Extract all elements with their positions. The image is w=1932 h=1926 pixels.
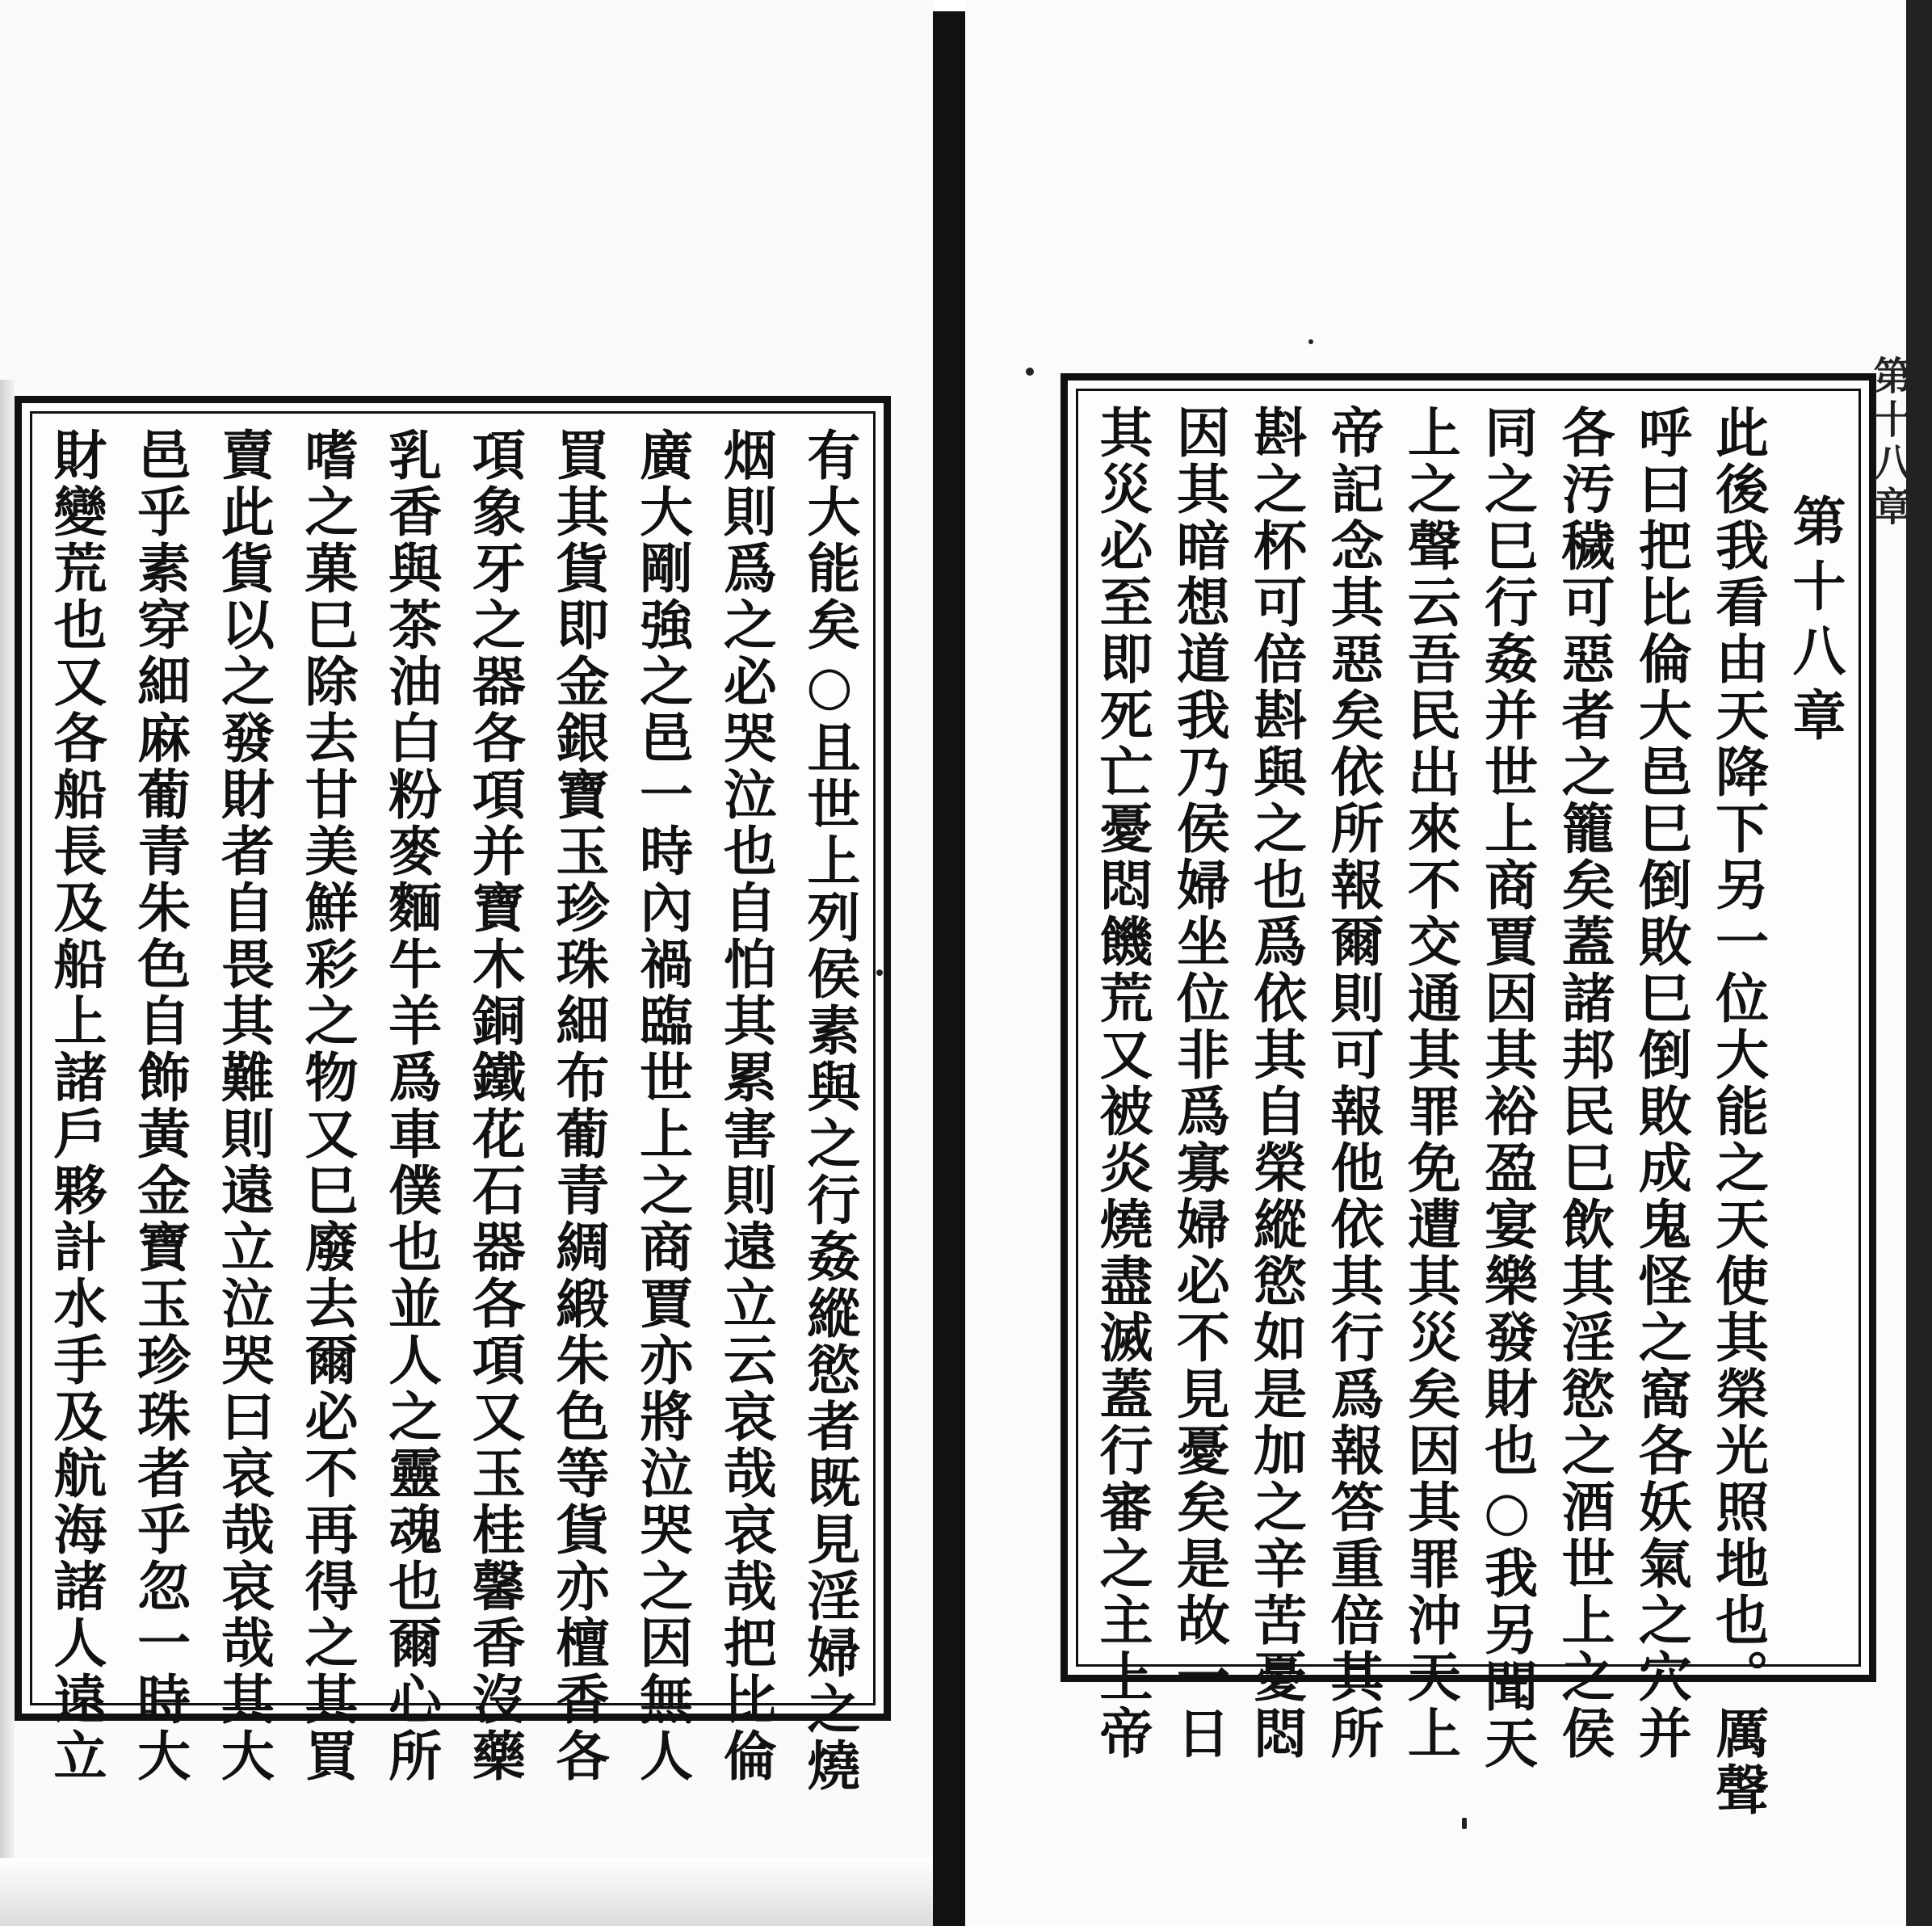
right-text-block	[1060, 373, 1876, 1819]
text-column: 各汚穢可惡者之籠矣蓋諸邦民巳飲其淫慾之酒世上之侯	[1552, 405, 1615, 1762]
text-column: 邑乎素穿細麻葡青朱色自飾黃金寶玉珍珠者乎忽一時大	[128, 427, 191, 1785]
text-column: 同之巳行姦并世上商賈因其裕盈宴樂發財也○我另聞天	[1475, 405, 1539, 1772]
ink-speck	[1026, 368, 1034, 376]
book-gutter	[933, 11, 965, 1926]
left-text-block	[15, 396, 891, 1794]
text-column: 乳香與茶油白粉麥麵牛羊爲車僕也並人之靈魂也爾心所	[379, 427, 443, 1785]
text-column: 財變荒也又各船長及船上諸戶夥計水手及航海諸人遠立	[44, 427, 107, 1785]
text-column: 此後我看由天降下另一位大能之天使其榮光照地也。厲聲	[1706, 405, 1770, 1819]
text-column: 上之聲云吾民出來不交通其罪免遭其災矣因其罪沖天上	[1398, 405, 1462, 1762]
text-column: 廣大剛強之邑一時內禍臨世上之商賈亦將泣哭之因無人	[630, 427, 694, 1785]
text-column: 項象牙之器各項并寶木銅鐵花石器各項又玉桂馨香沒藥	[463, 427, 527, 1785]
left-edge-shadow	[0, 380, 15, 1915]
text-column: 斟之杯可倍斟與之也爲依其自榮縱慾如是加之辛苦憂悶	[1244, 405, 1308, 1762]
ink-speck	[1308, 339, 1313, 344]
text-column: 有大能矣○且世上列侯素與之行姦縱慾者既見淫婦之燒	[797, 427, 861, 1794]
right-margin-header: 第十八章	[1867, 355, 1912, 530]
left-text-columns	[44, 427, 861, 1794]
text-column: 因其暗想道我乃侯婦坐位非爲寡婦必不見憂矣是故一日	[1167, 405, 1231, 1762]
text-column: 嗜之菓巳除去甘美鮮彩之物又巳廢去爾必不再得之其買	[295, 427, 359, 1785]
ink-speck	[876, 969, 883, 976]
bottom-shadow	[0, 1858, 945, 1926]
text-column: 賣此貨以之發財者自畏其難則遠立泣哭曰哀哉哀哉其大	[212, 427, 275, 1785]
ink-speck	[1462, 1818, 1467, 1829]
text-column: 帝記念其惡矣依所報爾則可報他依其行爲報答重倍其所	[1321, 405, 1384, 1762]
text-column: 買其貨即金銀寶玉珍珠細布葡青綢緞朱色等貨亦檀香各	[546, 427, 610, 1785]
text-column: 其災必至即死亡憂悶饑荒又被炎燒盡滅蓋行審之主上帝	[1090, 405, 1153, 1762]
chapter-title: 第十八章	[1783, 494, 1846, 752]
text-column: 烟則爲之必哭泣也自怕其累害則遠立云哀哉哀哉把比倫	[714, 427, 778, 1785]
right-text-columns	[1090, 405, 1846, 1819]
text-column: 呼曰把比倫大邑巳倒敗巳倒敗成鬼怪之窩各妖氣之穴并	[1629, 405, 1693, 1762]
